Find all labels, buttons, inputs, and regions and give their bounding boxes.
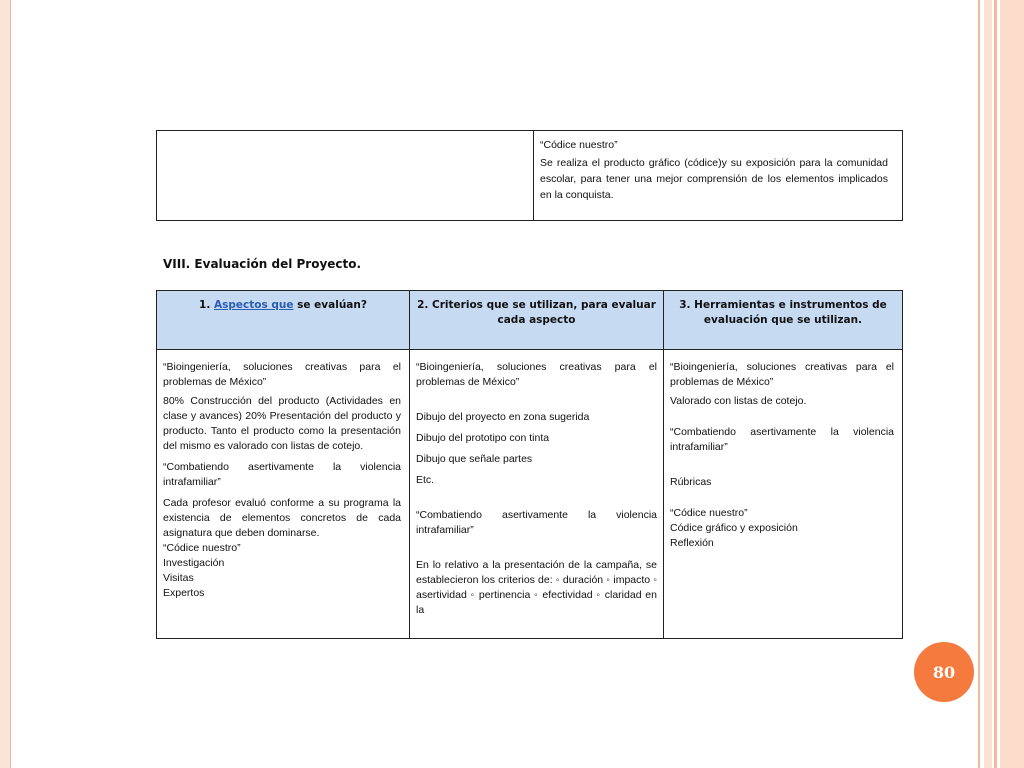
aspects-link[interactable]: Aspectos que [213,299,294,311]
page-number-badge: 80 [914,642,974,702]
aspect-item: “Bioingeniería, soluciones creativas para el problemas de México” [163,361,401,388]
aspect-item: Investigación [163,557,225,569]
tools-item: “Códice nuestro” [670,507,748,519]
aspect-item: Expertos [163,587,205,599]
header-criteria: 2. Criterios que se utilizan, para evaluar cada aspecto [410,291,664,349]
criteria-item: “Combatiendo asertivamente la violencia intrafamiliar” [416,509,657,536]
header-tools: 3. Herramientas e instrumentos de evaluación que se utilizan. [679,299,887,326]
criteria-item: Dibujo del prototipo con tinta [416,432,550,444]
aspect-item: 80% Construcción del producto (Actividades en clase y avances) 20% Presentación del producto y producto. Tanto el producto como la presentación del mismo es valorado con listas de cotejo. [163,395,401,452]
section-title: VIII. Evaluación del Proyecto. [163,257,362,271]
aspect-item: “Códice nuestro” [163,542,241,554]
evaluation-table [156,290,903,639]
evaluation-table-body [157,350,902,639]
codice-table [156,130,903,221]
codice-title: “Códice nuestro” [540,139,618,151]
tools-cell [664,350,902,639]
evaluation-table-header [157,291,902,350]
tools-item: Rúbricas [670,476,712,488]
codice-table-empty-cell [157,131,534,220]
slide-left-border [0,0,11,768]
criteria-item: En lo relativo a la presentación de la campaña, se establecieron los criterios de: ◦ duración ◦ impacto ◦ asertividad ◦ pertinencia ◦ efectividad ◦ claridad en la [416,559,657,616]
tools-item: Valorado con listas de cotejo. [670,395,807,407]
criteria-item: “Bioingeniería, soluciones creativas para el problemas de México” [416,361,657,388]
tools-item: Reflexión [670,537,714,549]
criteria-item: Etc. [416,474,435,486]
criteria-item: Dibujo del proyecto en zona sugerida [416,411,590,423]
aspect-item: Cada profesor evaluó conforme a su programa la existencia de elementos concretos de cada asignatura que deben dominarse. [163,497,401,539]
codice-table-text-cell [534,131,902,220]
criteria-item: Dibujo que señale partes [416,453,533,465]
codice-description: Se realiza el producto gráfico (códice)y su exposición para la comunidad escolar, para tener una mejor comprensión de los elementos implicados en la conquista. [540,157,888,201]
slide-right-border [978,0,1024,768]
tools-item: “Combatiendo asertivamente la violencia intrafamiliar” [670,426,894,453]
aspect-item: Visitas [163,572,194,584]
tools-item: “Bioingeniería, soluciones creativas para el problemas de México” [670,361,894,388]
header-aspects: 1. Aspectos que se evalúan? [157,291,410,349]
aspects-cell [157,350,410,639]
aspect-item: “Combatiendo asertivamente la violencia intrafamiliar” [163,461,401,488]
criteria-cell [410,350,664,639]
tools-item: Códice gráfico y exposición [670,522,798,534]
